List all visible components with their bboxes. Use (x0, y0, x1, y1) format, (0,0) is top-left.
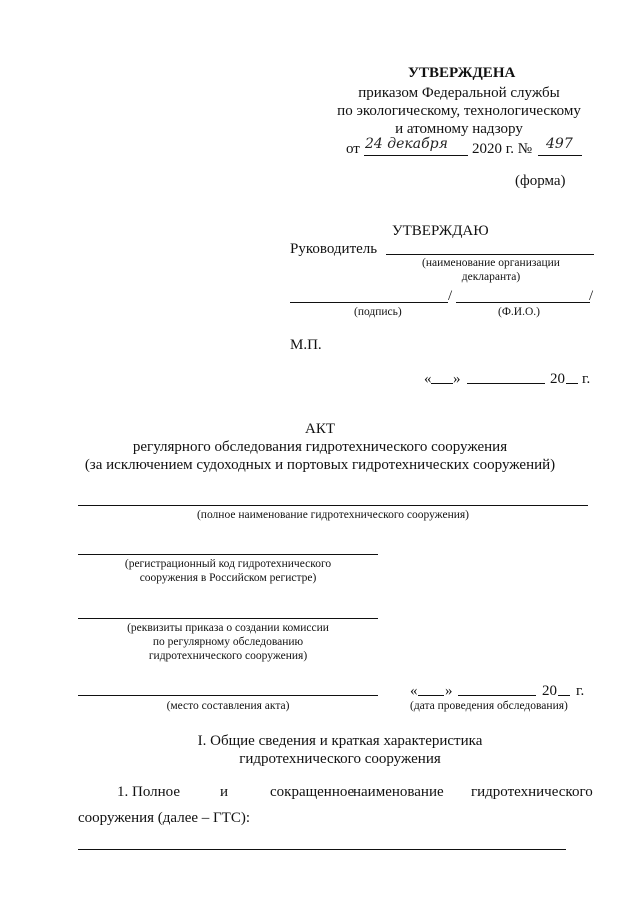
approval-line-2: по экологическому, технологическому (337, 103, 581, 119)
confirm-date-close-quote: » (453, 371, 461, 387)
approval-line-1: приказом Федеральной службы (358, 85, 560, 101)
section-title-2: гидротехнического сооружения (239, 751, 441, 767)
slash-2: / (589, 288, 594, 304)
survey-date-month-line (458, 695, 536, 696)
org-name-caption-1: (наименование организации (422, 257, 560, 269)
confirm-date-suffix: г. (582, 371, 591, 387)
fio-line (456, 302, 590, 303)
manager-label: Руководитель (290, 241, 378, 257)
confirm-date-open-quote: « (424, 371, 432, 387)
survey-date-year-line (558, 695, 570, 696)
approved-heading: УТВЕРЖДЕНА (408, 65, 516, 81)
registry-code-line (78, 554, 378, 555)
place-caption: (место составления акта) (166, 700, 290, 712)
slash-1: / (448, 288, 453, 304)
survey-date-year-prefix: 20 (542, 683, 557, 699)
para1-answer-line (78, 849, 566, 850)
confirm-heading: УТВЕРЖДАЮ (392, 223, 489, 239)
survey-date-close-quote: » (445, 683, 453, 699)
signature-line (290, 302, 448, 303)
survey-date-open-quote: « (410, 683, 418, 699)
fio-caption: (Ф.И.О.) (498, 306, 540, 318)
registry-code-caption-2: сооружения в Российском регистре) (139, 572, 317, 584)
place-line (78, 695, 378, 696)
form-label: (форма) (515, 173, 566, 189)
confirm-date-year-line (566, 383, 578, 384)
structure-name-caption: (полное наименование гидротехнического сооружения) (196, 509, 470, 521)
act-subtitle-1: регулярного обследования гидротехнического сооружения (132, 439, 508, 455)
stamp-place: М.П. (290, 337, 322, 353)
org-name-caption-2: декларанта) (461, 271, 521, 283)
order-number-underline (538, 155, 582, 156)
order-number-handwritten: 497 (546, 136, 573, 152)
survey-date-suffix: г. (576, 683, 585, 699)
confirm-date-month-line (467, 383, 545, 384)
order-details-caption-2: по регулярному обследованию (152, 636, 304, 648)
order-date-underline (364, 155, 468, 156)
confirm-date-year-prefix: 20 (550, 371, 565, 387)
confirm-date-day-line (431, 383, 453, 384)
survey-date-caption: (дата проведения обследования) (410, 700, 568, 712)
registry-code-caption-1: (регистрационный код гидротехнического (124, 558, 332, 570)
act-subtitle-2: (за исключением судоходных и портовых гидротехнических сооружений) (84, 457, 556, 473)
order-year: 2020 г. № (472, 141, 533, 157)
section-title-1: I. Общие сведения и краткая характеристика (197, 733, 483, 749)
order-details-caption-1: (реквизиты приказа о создании комиссии (127, 622, 329, 634)
survey-date-day-line (418, 695, 444, 696)
para1-word-4: наименование (353, 784, 444, 800)
para1-word-1: 1. Полное (117, 784, 180, 800)
approval-line-3: и атомному надзору (395, 121, 523, 137)
signature-caption: (подпись) (354, 306, 402, 318)
order-date-prefix: от (346, 141, 360, 157)
structure-name-line (78, 505, 588, 506)
order-details-caption-3: гидротехнического сооружения) (148, 650, 308, 662)
para1-word-3: сокращенное (270, 784, 355, 800)
org-name-line (386, 254, 594, 255)
para1-word-2: и (220, 784, 229, 800)
act-title: АКТ (305, 421, 335, 437)
order-date-handwritten: 24 декабря (365, 136, 448, 152)
order-details-line (78, 618, 378, 619)
para1-word-5: гидротехнического (471, 784, 593, 800)
para1-line-2: сооружения (далее – ГТС): (78, 810, 251, 826)
